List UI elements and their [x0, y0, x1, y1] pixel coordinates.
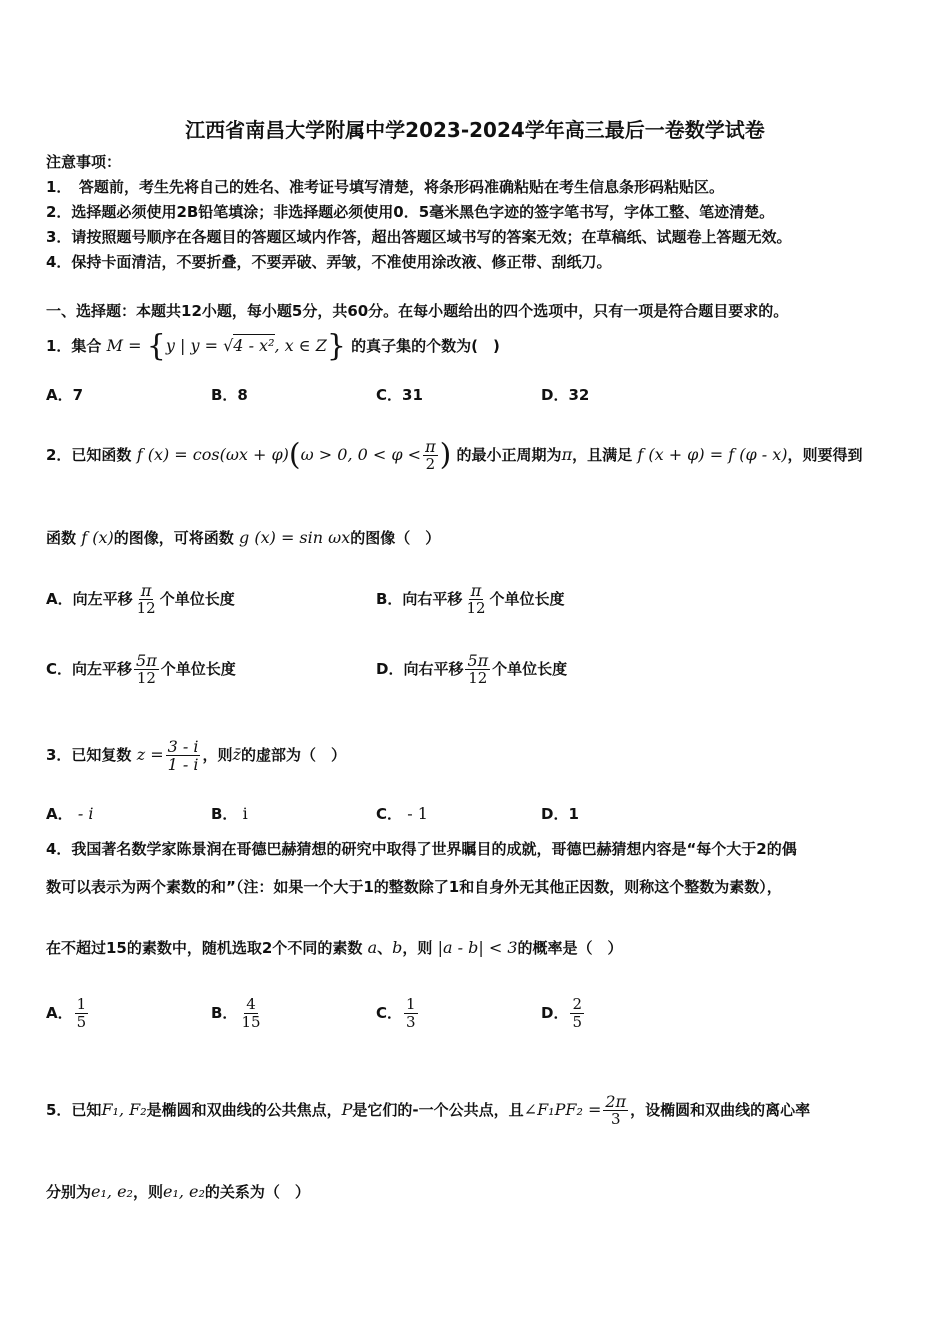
q2-line2-c: 的图像（ ） — [350, 529, 441, 547]
option-label: C． — [376, 1004, 403, 1022]
fraction-numerator: 2π — [605, 1092, 627, 1111]
q3-z: z = — [136, 745, 164, 764]
q5-angle: ∠F₁PF₂ = — [523, 1100, 602, 1119]
notice-heading: 注意事项： — [46, 153, 122, 171]
q4-option-b — [211, 996, 265, 1031]
q2-option-b — [376, 582, 565, 617]
fraction-numerator: 5π — [136, 651, 157, 670]
sqrt-icon: √ — [223, 336, 234, 355]
q2-text-satisfy: ，且满足 — [572, 446, 633, 464]
fraction-denominator: 5 — [76, 1013, 87, 1031]
question-1 — [46, 328, 500, 364]
option-fraction — [464, 582, 487, 617]
q3-suffix: 的虚部为（ ） — [240, 746, 346, 764]
q5-foci: F₁, F₂ — [101, 1100, 147, 1119]
option-fraction — [239, 996, 262, 1031]
notice-item-3: 3．请按照题号顺序在各题目的答题区域内作答，超出答题区域书写的答案无效；在草稿纸、试题卷上答题无效。 — [46, 228, 792, 246]
q2-option-a — [46, 582, 235, 617]
question-2-line-2 — [46, 528, 440, 548]
option-label: A． — [46, 805, 73, 823]
q4-option-d — [541, 996, 586, 1031]
q2-f: f (x) — [81, 528, 114, 547]
option-tail: 个单位长度 — [160, 660, 236, 678]
q3-prefix: 3．已知复数 — [46, 746, 132, 764]
q2-line2-a: 函数 — [46, 529, 77, 547]
q4-line3-c: 的概率是（ ） — [517, 939, 623, 957]
option-tail: 个单位长度 — [492, 660, 568, 678]
q3-mid: ，则 — [202, 746, 233, 764]
fraction-denominator: 1 - i — [167, 755, 199, 774]
option-fraction — [134, 652, 159, 687]
fraction-numerator: π — [140, 581, 152, 600]
fraction-numerator: 1 — [76, 995, 87, 1013]
page-title: 江西省南昌大学附属中学2023-2024学年高三最后一卷数学试卷 — [185, 118, 765, 142]
question-5-line-2 — [46, 1182, 310, 1202]
fraction-denominator: 3 — [406, 1013, 416, 1031]
q5-line2-c: 的关系为（ ） — [204, 1183, 310, 1201]
right-brace: } — [326, 328, 346, 364]
q2-option-d — [376, 652, 567, 687]
q2-equation: f (x + φ) = f (φ - x) — [637, 445, 788, 464]
fraction-denominator: 3 — [610, 1110, 621, 1128]
fraction-denominator: 12 — [136, 599, 156, 617]
fraction-denominator: 2 — [425, 455, 436, 473]
option-label: D． — [541, 805, 569, 823]
fraction-denominator: 12 — [466, 599, 486, 617]
notice-item-1: 1． 答题前，考生先将自己的姓名、准考证号填写清楚，将条形码准确粘贴在考生信息条形码粘贴区。 — [46, 178, 724, 196]
q5-line2-a: 分别为 — [46, 1183, 92, 1201]
notice-item-4: 4．保持卡面清洁，不要折叠，不要弄破、弄皱，不准使用涂改液、修正带、刮纸刀。 — [46, 253, 612, 271]
fraction-numerator: 3 - i — [167, 737, 199, 756]
q3-option-d — [541, 804, 579, 824]
option-label: D． — [541, 1004, 569, 1022]
q3-option-a — [46, 804, 93, 824]
option-label: B．向右平移 — [376, 590, 463, 608]
right-paren: ) — [439, 437, 452, 473]
q5-mid2: 是它们的-一个公共点，且 — [352, 1101, 524, 1119]
fraction-numerator: 2 — [572, 995, 582, 1013]
fraction-denominator: 5 — [572, 1013, 582, 1031]
q2-line2-b: 的图像，可将函数 — [113, 529, 234, 547]
option-value: - 1 — [407, 804, 428, 823]
q2-option-c — [46, 652, 236, 687]
fraction-numerator: 5π — [467, 651, 489, 670]
question-4-line-2: 数可以表示为两个素数的和”（注：如果一个大于1的整数除了1和自身外无其他正因数，则称这个整数为素数）， — [46, 878, 782, 896]
q4-option-c — [376, 996, 420, 1031]
q2-period: π — [561, 445, 573, 464]
q1-option-a: A．7 — [46, 386, 84, 404]
option-label: B． — [211, 1004, 238, 1022]
fraction-numerator: π — [425, 437, 436, 456]
fraction-denominator: 12 — [468, 669, 488, 687]
option-fraction — [135, 582, 158, 617]
fraction-numerator: 1 — [406, 995, 416, 1013]
q2-prefix: 2．已知函数 — [46, 446, 132, 464]
option-label: C． — [376, 805, 403, 823]
option-label: B． — [211, 805, 238, 823]
option-tail: 个单位长度 — [489, 590, 565, 608]
fraction-denominator: 12 — [136, 669, 156, 687]
q1-option-d: D．32 — [541, 386, 590, 404]
q2-condition: ω > 0, 0 < φ < — [300, 445, 422, 464]
q5-eccentricities: e₁, e₂ — [91, 1182, 133, 1201]
left-paren: ( — [288, 437, 301, 473]
q2-condition-fraction — [423, 438, 438, 473]
q4-sep: 、 — [377, 939, 393, 957]
option-label: A．向左平移 — [46, 590, 133, 608]
q2-g: g (x) = sin ωx — [239, 528, 351, 547]
q3-fraction — [166, 738, 201, 773]
q4-line3-b: ，则 — [402, 939, 433, 957]
q1-set-body: y | y = — [165, 336, 224, 355]
q4-option-a — [46, 996, 90, 1031]
option-fraction — [465, 652, 490, 687]
q3-zbar: z̄ — [232, 745, 241, 764]
question-3 — [46, 738, 346, 773]
q1-suffix: 的真子集的个数为( ) — [351, 337, 500, 355]
option-label: A． — [46, 1004, 73, 1022]
option-value: - i — [77, 804, 94, 823]
q2-function: f (x) = cos(ωx + φ) — [136, 445, 289, 464]
q2-text-period: 的最小正周期为 — [456, 446, 562, 464]
option-label: D．向右平移 — [376, 660, 464, 678]
q1-set-tail: , x ∈ Z — [274, 336, 327, 355]
q1-prefix: 1．集合 — [46, 337, 102, 355]
option-fraction — [404, 996, 418, 1031]
q5-line2-b: ，则 — [132, 1183, 163, 1201]
q4-var-a: a — [367, 938, 378, 957]
fraction-denominator: 15 — [241, 1013, 261, 1031]
fraction-numerator: 4 — [246, 995, 256, 1013]
q3-option-b — [211, 804, 248, 824]
q3-option-c — [376, 804, 428, 824]
option-label: C．向左平移 — [46, 660, 133, 678]
q1-radicand: 4 - x² — [233, 336, 275, 355]
q5-mid1: 是椭圆和双曲线的公共焦点， — [146, 1101, 342, 1119]
left-brace: { — [146, 328, 166, 364]
q5-prefix: 5．已知 — [46, 1101, 102, 1119]
q5-fraction — [603, 1093, 628, 1128]
q1-set-lhs: M = — [106, 336, 142, 355]
fraction-numerator: π — [470, 581, 482, 600]
option-fraction — [75, 996, 89, 1031]
q4-var-b: b — [392, 938, 403, 957]
option-value: i — [242, 804, 248, 823]
notice-item-2: 2．选择题必须使用2B铅笔填涂；非选择题必须使用0．5毫米黑色字迹的签字笔书写，字体工整、笔迹清楚。 — [46, 203, 775, 221]
question-4-line-3 — [46, 938, 623, 958]
section-heading: 一、选择题：本题共12小题，每小题5分，共60分。在每小题给出的四个选项中，只有一项是符合题目要求的。 — [46, 302, 789, 320]
q2-text-tail: ，则要得到 — [787, 446, 863, 464]
question-2-line-1 — [46, 438, 863, 473]
q5-eccentricities-2: e₁, e₂ — [162, 1182, 205, 1201]
q4-line3-a: 在不超过15的素数中，随机选取2个不同的素数 — [46, 939, 363, 957]
q4-abs-condition: |a - b| < 3 — [437, 938, 518, 957]
q1-option-b: B．8 — [211, 386, 248, 404]
option-value: 1 — [568, 805, 579, 823]
q1-option-c: C．31 — [376, 386, 423, 404]
q5-mid3: ，设椭圆和双曲线的离心率 — [630, 1101, 811, 1119]
question-5-line-1 — [46, 1093, 810, 1128]
q5-point: P — [341, 1100, 353, 1119]
question-4-line-1: 4．我国著名数学家陈景润在哥德巴赫猜想的研究中取得了世界瞩目的成就，哥德巴赫猜想内容是“每个大于2的偶 — [46, 840, 797, 858]
option-fraction — [570, 996, 584, 1031]
option-tail: 个单位长度 — [159, 590, 235, 608]
